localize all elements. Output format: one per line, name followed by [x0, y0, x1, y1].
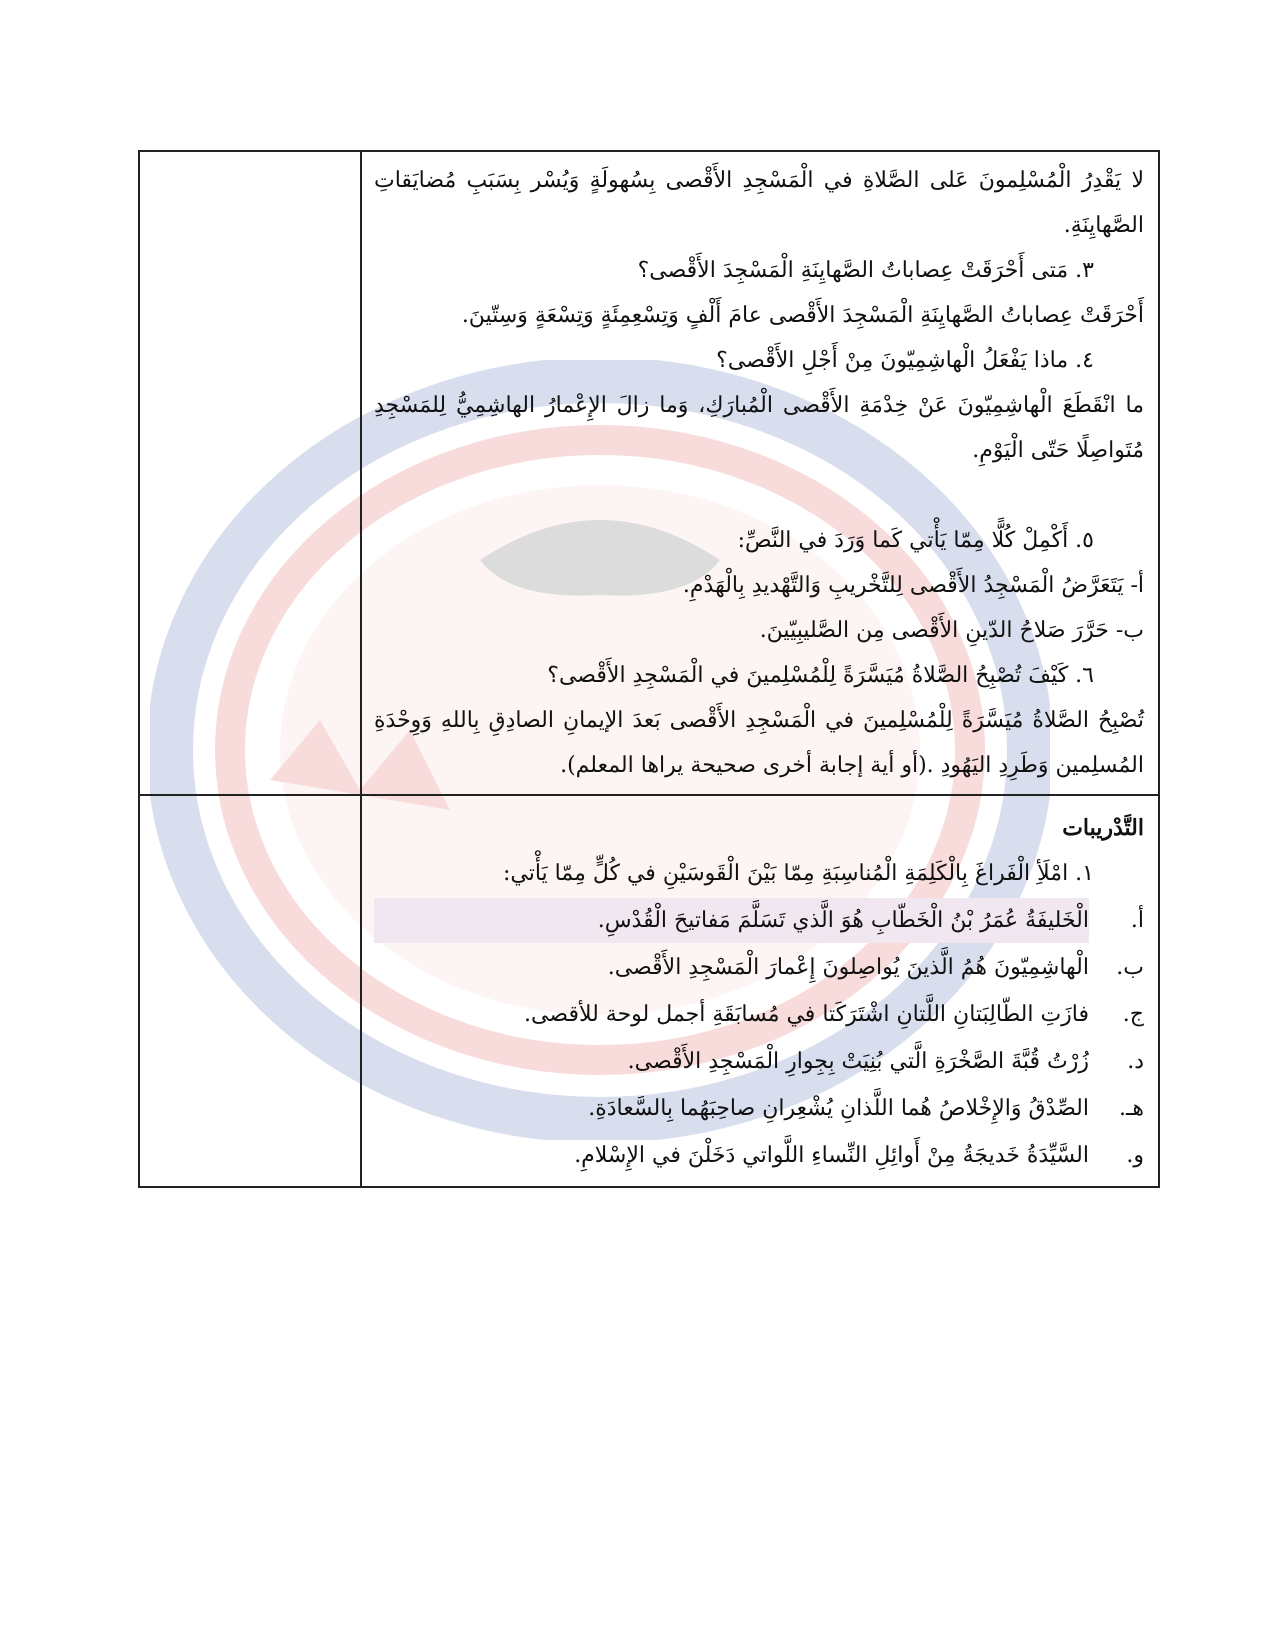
question-3: ٣. مَتى أَحْرَقَتْ عِصاباتُ الصَّهايِنَةِ الْمَسْجِدَ الأَقْصى؟ [637, 258, 1094, 283]
drill-item [374, 945, 1144, 990]
answer-6: تُصْبِحُ الصَّلاةُ مُيَسَّرَةً لِلْمُسْلِمينَ في الْمَسْجِدِ الأَقْصى بَعدَ الإيمانِ الصادِقِ بِاللهِ وَوِحْدَةِ المُسلِمين وَطَرِدِ اليَهُودِ .(أو أية إجابة أخرى صحيحة يراها المعلم). [374, 708, 1144, 778]
drill-text: فازَتِ الطّالِبَتانِ اللَّتانِ اشْتَرَكَتا في مُسابَقَةِ أجمل لوحة للأقصى. [524, 1002, 1089, 1027]
drill-letter: ب. [1116, 955, 1144, 980]
drill-letter: و. [1126, 1143, 1144, 1168]
side-cell-empty [139, 151, 361, 795]
drills-heading: التَّدْريبات [1062, 815, 1144, 841]
drills-instruction: ١. امْلَأِ الْفَراغَ بِالْكَلِمَةِ الْمُناسِبَةِ مِمّا بَيْنَ الْقَوسَيْنِ في كُلٍّ مِمّا يَأْتي: [502, 861, 1094, 886]
drill-item [374, 898, 1144, 943]
drill-item [374, 1086, 1144, 1131]
drill-item [374, 1039, 1144, 1084]
drill-letter: ج. [1122, 1002, 1144, 1027]
drill-item [374, 1133, 1144, 1178]
spacer [374, 473, 1144, 518]
drill-letter: د. [1127, 1049, 1144, 1074]
table-row-drills [139, 795, 1159, 1187]
answers-cell [361, 151, 1159, 795]
answer-4: ما انْقَطَعَ الْهاشِمِيّونَ عَنْ خِدْمَةِ الأَقْصى الْمُبارَكِ، وَما زالَ الإِعْمارُ الهاشِمِيُّ لِلمَسْجِدِ مُتَواصِلًا حَتّى الْيَوْمِ. [374, 393, 1144, 463]
content-table [138, 150, 1160, 1188]
drill-text: الصِّدْقُ وَالإِخْلاصُ هُما اللَّذانِ يُشْعِرانِ صاحِبَهُما بِالسَّعادَةِ. [588, 1096, 1089, 1121]
answer-5a: أ- يَتَعَرَّضُ الْمَسْجِدُ الأَقْصى لِلتَّخْريبِ وَالتَّهْديدِ بِالْهَدْمِ. [682, 573, 1144, 598]
table-row-answers [139, 151, 1159, 795]
drill-letter: أ. [1130, 908, 1144, 933]
answer-5b: ب- حَرَّرَ صَلاحُ الدّينِ الأَقْصى مِن الصَّليبِيّينَ. [759, 618, 1144, 643]
question-5: ٥. أَكْمِلْ كُلًّا مِمّا يَأْتي كَما وَرَدَ في النَّصِّ: [737, 528, 1094, 553]
answer-2: لا يَقْدِرُ الْمُسْلِمونَ عَلى الصَّلاةِ في الْمَسْجِدِ الأَقْصى بِسُهولَةٍ وَيُسْر بِسَبَبِ مُضايَقاتِ الصَّهايِنَةِ. [374, 168, 1144, 238]
drill-item [374, 992, 1144, 1037]
drill-text: الْخَليفَةُ عُمَرُ بْنُ الْخَطّابِ هُوَ الَّذي تَسَلَّمَ مَفاتيحَ الْقُدْسِ. [374, 898, 1089, 943]
question-6: ٦. كَيْفَ تُصْبِحُ الصَّلاةُ مُيَسَّرَةً لِلْمُسْلِمينَ في الْمَسْجِدِ الأَقْصى؟ [547, 663, 1094, 688]
drill-letter: هـ. [1118, 1096, 1144, 1121]
drill-text: الْهاشِمِيّونَ هُمُ الَّذينَ يُواصِلونَ إِعْمارَ الْمَسْجِدِ الأَقْصى. [607, 955, 1089, 980]
answer-3: أَحْرَقَتْ عِصاباتُ الصَّهايِنَةِ الْمَسْجِدَ الأَقْصى عامَ أَلْفٍ وَتِسْعِمِئَةٍ وَتِسْعَةٍ وَسِتّينَ. [461, 303, 1144, 328]
drill-text: زُرْتُ قُبَّةَ الصَّخْرَةِ الَّتي بُنِيَتْ بِجِوارِ الْمَسْجِدِ الأَقْصى. [627, 1049, 1089, 1074]
side-cell-empty [139, 795, 361, 1187]
drill-text: السَّيِّدَةُ خَديجَةُ مِنْ أَوائِلِ النِّساءِ اللَّواتي دَخَلْنَ في الإِسْلامِ. [574, 1143, 1089, 1168]
drills-cell [361, 795, 1159, 1187]
question-4: ٤. ماذا يَفْعَلُ الْهاشِمِيّونَ مِنْ أَجْلِ الأَقْصى؟ [716, 348, 1094, 373]
